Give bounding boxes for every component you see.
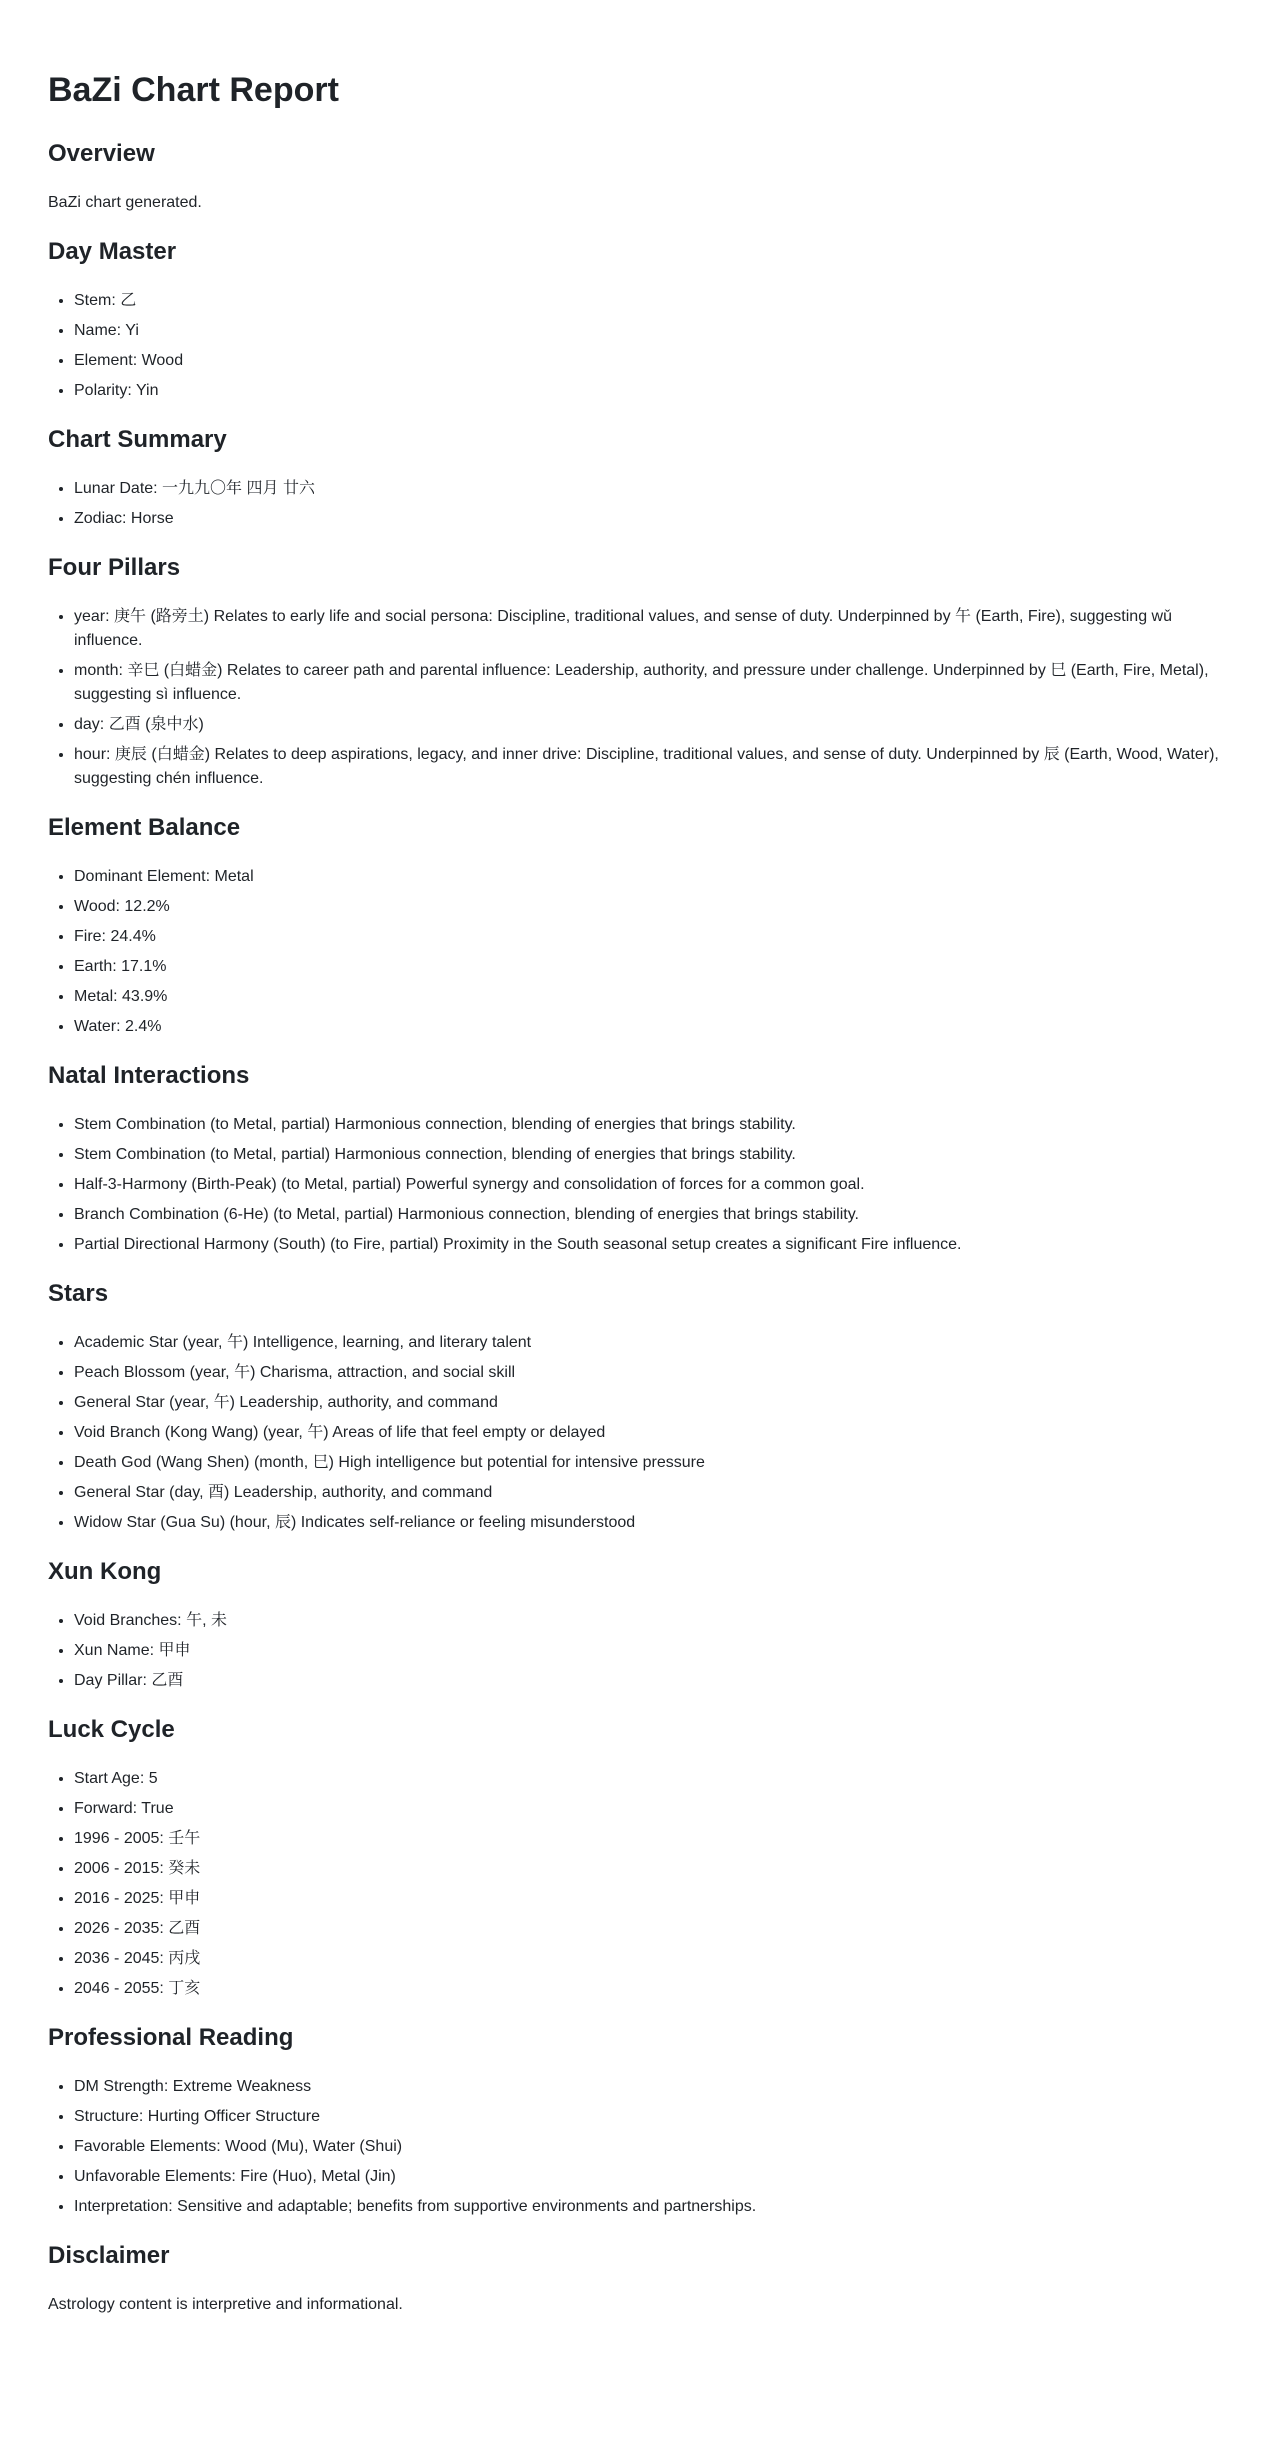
- overview-section: [48, 139, 1232, 215]
- four-pillars-list: [48, 605, 1232, 791]
- stars-section: [48, 1279, 1232, 1535]
- list-item: • Forward: True: [74, 1797, 1232, 1821]
- list-item: • DM Strength: Extreme Weakness: [74, 2075, 1232, 2099]
- list-item: • Void Branches: 午, 未: [74, 1609, 1232, 1633]
- list-item: • Element: Wood: [74, 349, 1232, 373]
- disclaimer-section: [48, 2241, 1232, 2317]
- luck-cycle-section: [48, 1715, 1232, 2001]
- four-pillars-section: [48, 553, 1232, 791]
- day-master-list: [48, 289, 1232, 403]
- page-title: BaZi Chart Report: [48, 71, 339, 109]
- list-item: • 2046 - 2055: 丁亥: [74, 1977, 1232, 2001]
- luck-cycle-list: [48, 1767, 1232, 2001]
- xun-kong-section: [48, 1557, 1232, 1693]
- list-item: • Earth: 17.1%: [74, 955, 1232, 979]
- list-item: • Zodiac: Horse: [74, 507, 1232, 531]
- chart-summary-list: [48, 477, 1232, 531]
- list-item: • Half-3-Harmony (Birth-Peak) (to Metal, partial) Powerful synergy and consolidation of forces for a common goal.: [74, 1173, 1232, 1197]
- list-item: • Lunar Date: 一九九〇年 四月 廿六: [74, 477, 1232, 501]
- disclaimer-text: Astrology content is interpretive and informational.: [48, 2295, 403, 2313]
- section-heading: Four Pillars: [48, 553, 181, 581]
- list-item: • Wood: 12.2%: [74, 895, 1232, 919]
- section-heading: Disclaimer: [48, 2241, 170, 2269]
- xun-kong-list: [48, 1609, 1232, 1693]
- list-item: • Stem: 乙: [74, 289, 1232, 313]
- list-item: • General Star (year, 午) Leadership, authority, and command: [74, 1391, 1232, 1415]
- list-item: • Day Pillar: 乙酉: [74, 1669, 1232, 1693]
- list-item: • Xun Name: 甲申: [74, 1639, 1232, 1663]
- list-item: • hour: 庚辰 (白蜡金) Relates to deep aspirations, legacy, and inner drive: Discipline, traditional values, and sense of duty. Underpinned by 辰 (Earth, Wood, Water), suggesting chén influence.: [74, 743, 1232, 791]
- list-item: • Branch Combination (6-He) (to Metal, partial) Harmonious connection, blending of energies that brings stability.: [74, 1203, 1232, 1227]
- section-heading: Natal Interactions: [48, 1061, 250, 1089]
- section-heading: Element Balance: [48, 813, 241, 841]
- chart-summary-section: [48, 425, 1232, 531]
- list-item: • 1996 - 2005: 壬午: [74, 1827, 1232, 1851]
- section-heading: Overview: [48, 139, 155, 167]
- list-item: • 2016 - 2025: 甲申: [74, 1887, 1232, 1911]
- list-item: • Name: Yi: [74, 319, 1232, 343]
- natal-interactions-list: [48, 1113, 1232, 1257]
- section-heading: Day Master: [48, 237, 177, 265]
- list-item: • year: 庚午 (路旁土) Relates to early life and social persona: Discipline, traditional values, and sense of duty. Underpinned by 午 (Earth, Fire), suggesting wǔ influence.: [74, 605, 1232, 653]
- list-item: • Academic Star (year, 午) Intelligence, learning, and literary talent: [74, 1331, 1232, 1355]
- list-item: • Structure: Hurting Officer Structure: [74, 2105, 1232, 2129]
- list-item: • Start Age: 5: [74, 1767, 1232, 1791]
- list-item: • Stem Combination (to Metal, partial) Harmonious connection, blending of energies that brings stability.: [74, 1143, 1232, 1167]
- section-heading: Professional Reading: [48, 2023, 294, 2051]
- section-heading: Chart Summary: [48, 425, 227, 453]
- section-heading: Xun Kong: [48, 1557, 162, 1585]
- list-item: • 2026 - 2035: 乙酉: [74, 1917, 1232, 1941]
- list-item: • General Star (day, 酉) Leadership, authority, and command: [74, 1481, 1232, 1505]
- section-heading: Luck Cycle: [48, 1715, 175, 1743]
- professional-reading-list: [48, 2075, 1232, 2219]
- list-item: • Void Branch (Kong Wang) (year, 午) Areas of life that feel empty or delayed: [74, 1421, 1232, 1445]
- overview-text: BaZi chart generated.: [48, 193, 202, 211]
- element-balance-section: [48, 813, 1232, 1039]
- list-item: • Interpretation: Sensitive and adaptable; benefits from supportive environments and partnerships.: [74, 2195, 1232, 2219]
- stars-list: [48, 1331, 1232, 1535]
- list-item: • 2006 - 2015: 癸未: [74, 1857, 1232, 1881]
- section-heading: Stars: [48, 1279, 109, 1307]
- list-item: • Widow Star (Gua Su) (hour, 辰) Indicates self-reliance or feeling misunderstood: [74, 1511, 1232, 1535]
- natal-interactions-section: [48, 1061, 1232, 1257]
- list-item: • Water: 2.4%: [74, 1015, 1232, 1039]
- list-item: • Partial Directional Harmony (South) (to Fire, partial) Proximity in the South seasonal setup creates a significant Fire influence.: [74, 1233, 1232, 1257]
- list-item: • Death God (Wang Shen) (month, 巳) High intelligence but potential for intensive pressure: [74, 1451, 1232, 1475]
- professional-reading-section: [48, 2023, 1232, 2219]
- list-item: • Stem Combination (to Metal, partial) Harmonious connection, blending of energies that brings stability.: [74, 1113, 1232, 1137]
- list-item: • Polarity: Yin: [74, 379, 1232, 403]
- list-item: • 2036 - 2045: 丙戌: [74, 1947, 1232, 1971]
- list-item: • Favorable Elements: Wood (Mu), Water (Shui): [74, 2135, 1232, 2159]
- list-item: • day: 乙酉 (泉中水): [74, 713, 1232, 737]
- day-master-section: [48, 237, 1232, 403]
- list-item: • month: 辛巳 (白蜡金) Relates to career path and parental influence: Leadership, authority, and pressure under challenge. Underpinned by 巳 (Earth, Fire, Metal), suggesting sì influence.: [74, 659, 1232, 707]
- element-balance-list: [48, 865, 1232, 1039]
- list-item: • Peach Blossom (year, 午) Charisma, attraction, and social skill: [74, 1361, 1232, 1385]
- list-item: • Unfavorable Elements: Fire (Huo), Metal (Jin): [74, 2165, 1232, 2189]
- list-item: • Dominant Element: Metal: [74, 865, 1232, 889]
- list-item: • Fire: 24.4%: [74, 925, 1232, 949]
- list-item: • Metal: 43.9%: [74, 985, 1232, 1009]
